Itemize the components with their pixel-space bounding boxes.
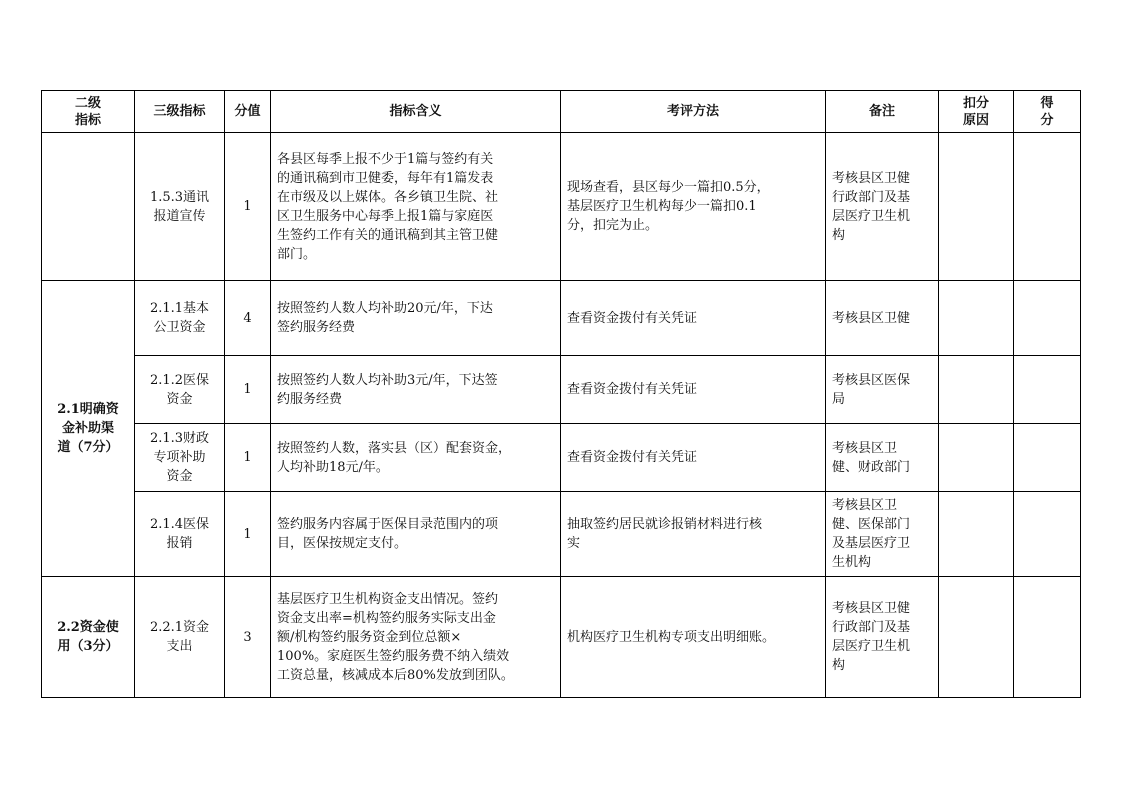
level2-cell (42, 133, 135, 281)
group-2-1-cell: 2.1明确资 金补助渠 道（7分） (42, 281, 135, 577)
meaning-cell: 基层医疗卫生机构资金支出情况。签约 资金支出率=机构签约服务实际支出金 额/机构签约服务资金到位总额× 100%。家庭医生签约服务费不纳入绩效 工资总量，核减成本后80%发放到团队。 (271, 577, 561, 698)
deduct-reason-cell (939, 424, 1014, 492)
got-score-cell (1014, 356, 1081, 424)
method-cell: 机构医疗卫生机构专项支出明细账。 (561, 577, 826, 698)
table-row (42, 356, 1081, 424)
table-row (42, 424, 1081, 492)
score-cell: 4 (225, 281, 271, 356)
method-cell: 查看资金拨付有关凭证 (561, 281, 826, 356)
method-cell: 抽取签约居民就诊报销材料进行核 实 (561, 492, 826, 577)
score-cell: 1 (225, 133, 271, 281)
meaning-cell: 按照签约人数人均补助3元/年，下达签 约服务经费 (271, 356, 561, 424)
score-cell: 3 (225, 577, 271, 698)
got-score-cell (1014, 492, 1081, 577)
method-cell: 查看资金拨付有关凭证 (561, 424, 826, 492)
remark-cell: 考核县区卫 健、财政部门 (826, 424, 939, 492)
got-score-cell (1014, 281, 1081, 356)
level3-cell: 2.1.2医保 资金 (135, 356, 225, 424)
got-score-cell (1014, 133, 1081, 281)
level3-cell: 2.1.1基本 公卫资金 (135, 281, 225, 356)
deduct-reason-cell (939, 133, 1014, 281)
table-row (42, 281, 1081, 356)
deduct-reason-cell (939, 492, 1014, 577)
remark-cell: 考核县区卫 健、医保部门 及基层医疗卫 生机构 (826, 492, 939, 577)
header-level2: 二级 指标 (42, 91, 135, 133)
meaning-cell: 按照签约人数人均补助20元/年，下达 签约服务经费 (271, 281, 561, 356)
level3-cell: 2.1.4医保 报销 (135, 492, 225, 577)
header-remark: 备注 (826, 91, 939, 133)
score-cell: 1 (225, 424, 271, 492)
header-got-score: 得 分 (1014, 91, 1081, 133)
method-cell: 现场查看，县区每少一篇扣0.5分， 基层医疗卫生机构每少一篇扣0.1 分，扣完为止。 (561, 133, 826, 281)
deduct-reason-cell (939, 281, 1014, 356)
table-row (42, 577, 1081, 698)
deduct-reason-cell (939, 577, 1014, 698)
assessment-table (41, 90, 1081, 698)
remark-cell: 考核县区卫健 (826, 281, 939, 356)
header-score: 分值 (225, 91, 271, 133)
group-2-2-cell: 2.2资金使 用（3分） (42, 577, 135, 698)
deduct-reason-cell (939, 356, 1014, 424)
remark-cell: 考核县区卫健 行政部门及基 层医疗卫生机 构 (826, 577, 939, 698)
table-row (42, 492, 1081, 577)
header-deduct-reason: 扣分 原因 (939, 91, 1014, 133)
header-level3: 三级指标 (135, 91, 225, 133)
score-cell: 1 (225, 356, 271, 424)
score-cell: 1 (225, 492, 271, 577)
got-score-cell (1014, 577, 1081, 698)
got-score-cell (1014, 424, 1081, 492)
table-header-row (42, 91, 1081, 133)
method-cell: 查看资金拨付有关凭证 (561, 356, 826, 424)
header-meaning: 指标含义 (271, 91, 561, 133)
level3-cell: 2.2.1资金 支出 (135, 577, 225, 698)
level3-cell: 2.1.3财政 专项补助 资金 (135, 424, 225, 492)
meaning-cell: 按照签约人数，落实县（区）配套资金， 人均补助18元/年。 (271, 424, 561, 492)
header-method: 考评方法 (561, 91, 826, 133)
meaning-cell: 签约服务内容属于医保目录范围内的项 目，医保按规定支付。 (271, 492, 561, 577)
remark-cell: 考核县区卫健 行政部门及基 层医疗卫生机 构 (826, 133, 939, 281)
level3-cell: 1.5.3通讯 报道宣传 (135, 133, 225, 281)
meaning-cell: 各县区每季上报不少于1篇与签约有关 的通讯稿到市卫健委，每年有1篇发表 在市级及以上媒体。各乡镇卫生院、社 区卫生服务中心每季上报1篇与家庭医 生签约工作有关的通讯稿到其主管卫健 部门。 (271, 133, 561, 281)
remark-cell: 考核县区医保 局 (826, 356, 939, 424)
table-row (42, 133, 1081, 281)
